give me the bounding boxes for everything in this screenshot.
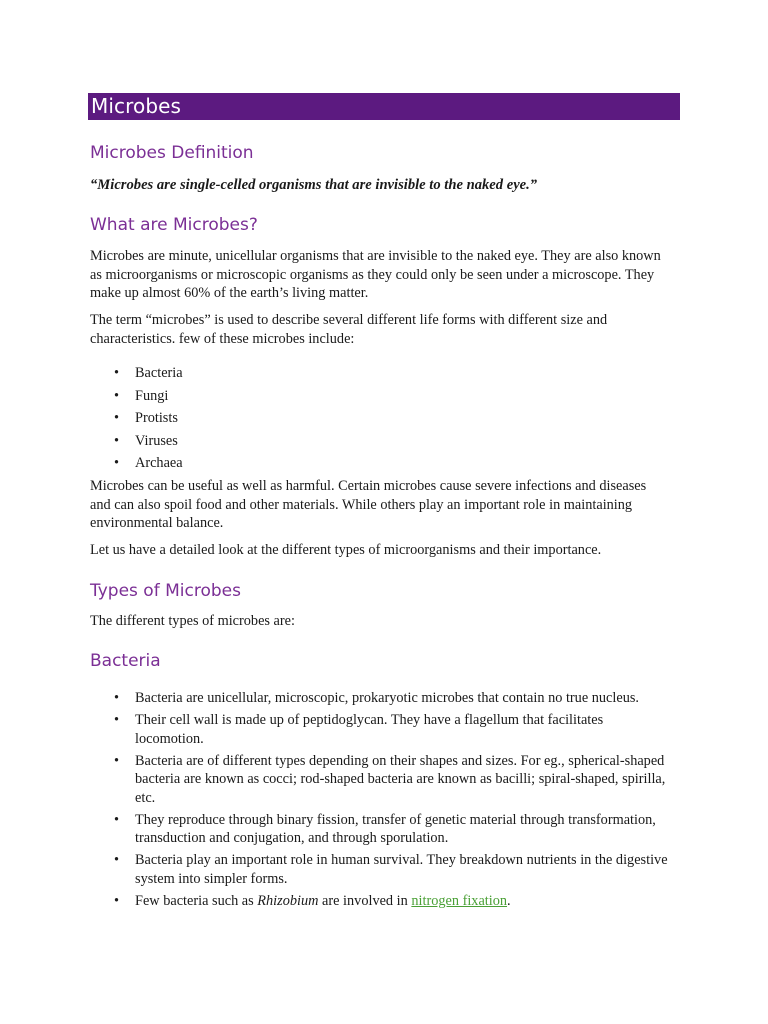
what-paragraph-4: Let us have a detailed look at the different types of microorganisms and their importance. (90, 542, 602, 558)
bacteria-heading: Bacteria (90, 651, 161, 671)
bullet-icon: • (114, 690, 120, 706)
what-paragraph-3: Microbes can be useful as well as harmful. Certain microbes cause severe infections and diseases and can also spoil food and other materials. While others play an important role in maintaining environmental balance. (90, 478, 647, 531)
nitrogen-fixation-link[interactable]: nitrogen fixation (411, 892, 508, 909)
bullet-icon: • (114, 410, 120, 427)
bullet-icon: • (114, 712, 120, 728)
page-title: Microbes (88, 93, 680, 120)
bullet-icon: • (114, 752, 120, 769)
bullet-icon: • (114, 432, 120, 449)
types-heading: Types of Microbes (90, 581, 241, 601)
list-item: • Viruses (90, 430, 670, 453)
list-item: • Bacteria (90, 362, 670, 385)
bullet-icon: • (114, 892, 120, 909)
list-item: • Bacteria are of different types depending on their shapes and sizes. For eg., spherical-shaped bacteria are known as cocci; rod-shaped bacteria are known as bacilli; spiral-shaped, spirilla, etc. (114, 752, 666, 806)
list-item: • Protists (90, 407, 670, 430)
what-paragraph-1: Microbes are minute, unicellular organisms that are invisible to the naked eye. They are also known as microorganisms or microscopic organisms as they could only be seen under a microscope. They make up almost 60% of the earth’s living matter. (90, 248, 661, 301)
microbe-list (90, 362, 670, 475)
bullet-icon: • (114, 455, 120, 472)
definition-quote: “Microbes are single-celled organisms that are invisible to the naked eye.” (90, 177, 538, 193)
types-paragraph: The different types of microbes are: (90, 613, 295, 629)
list-item: • Fungi (90, 385, 670, 408)
definition-heading: Microbes Definition (90, 143, 254, 163)
list-item: • Their cell wall is made up of peptidoglycan. They have a flagellum that facilitates locomotion. (114, 712, 604, 747)
bullet-icon: • (114, 852, 120, 868)
list-item: • Archaea (90, 452, 670, 475)
bacteria-points (90, 689, 670, 914)
list-item: • Bacteria are unicellular, microscopic, prokaryotic microbes that contain no true nucleus. (114, 690, 639, 706)
bullet-icon: • (114, 365, 120, 381)
list-item: • They reproduce through binary fission, transfer of genetic material through transformation, transduction and conjugation, and through sporulation. (114, 811, 656, 846)
genus-name: Rhizobium (257, 892, 319, 909)
list-item: • Bacteria play an important role in human survival. They breakdown nutrients in the digestive system into simpler forms. (114, 852, 668, 887)
bullet-icon: • (114, 387, 120, 404)
bullet-icon: • (114, 811, 120, 828)
list-item: • Few bacteria such as Rhizobium are involved in nitrogen fixation. (114, 892, 511, 909)
what-are-microbes-heading: What are Microbes? (90, 215, 258, 235)
what-paragraph-2: The term “microbes” is used to describe several different life forms with different size and characteristics. few of these microbes include: (90, 312, 608, 347)
